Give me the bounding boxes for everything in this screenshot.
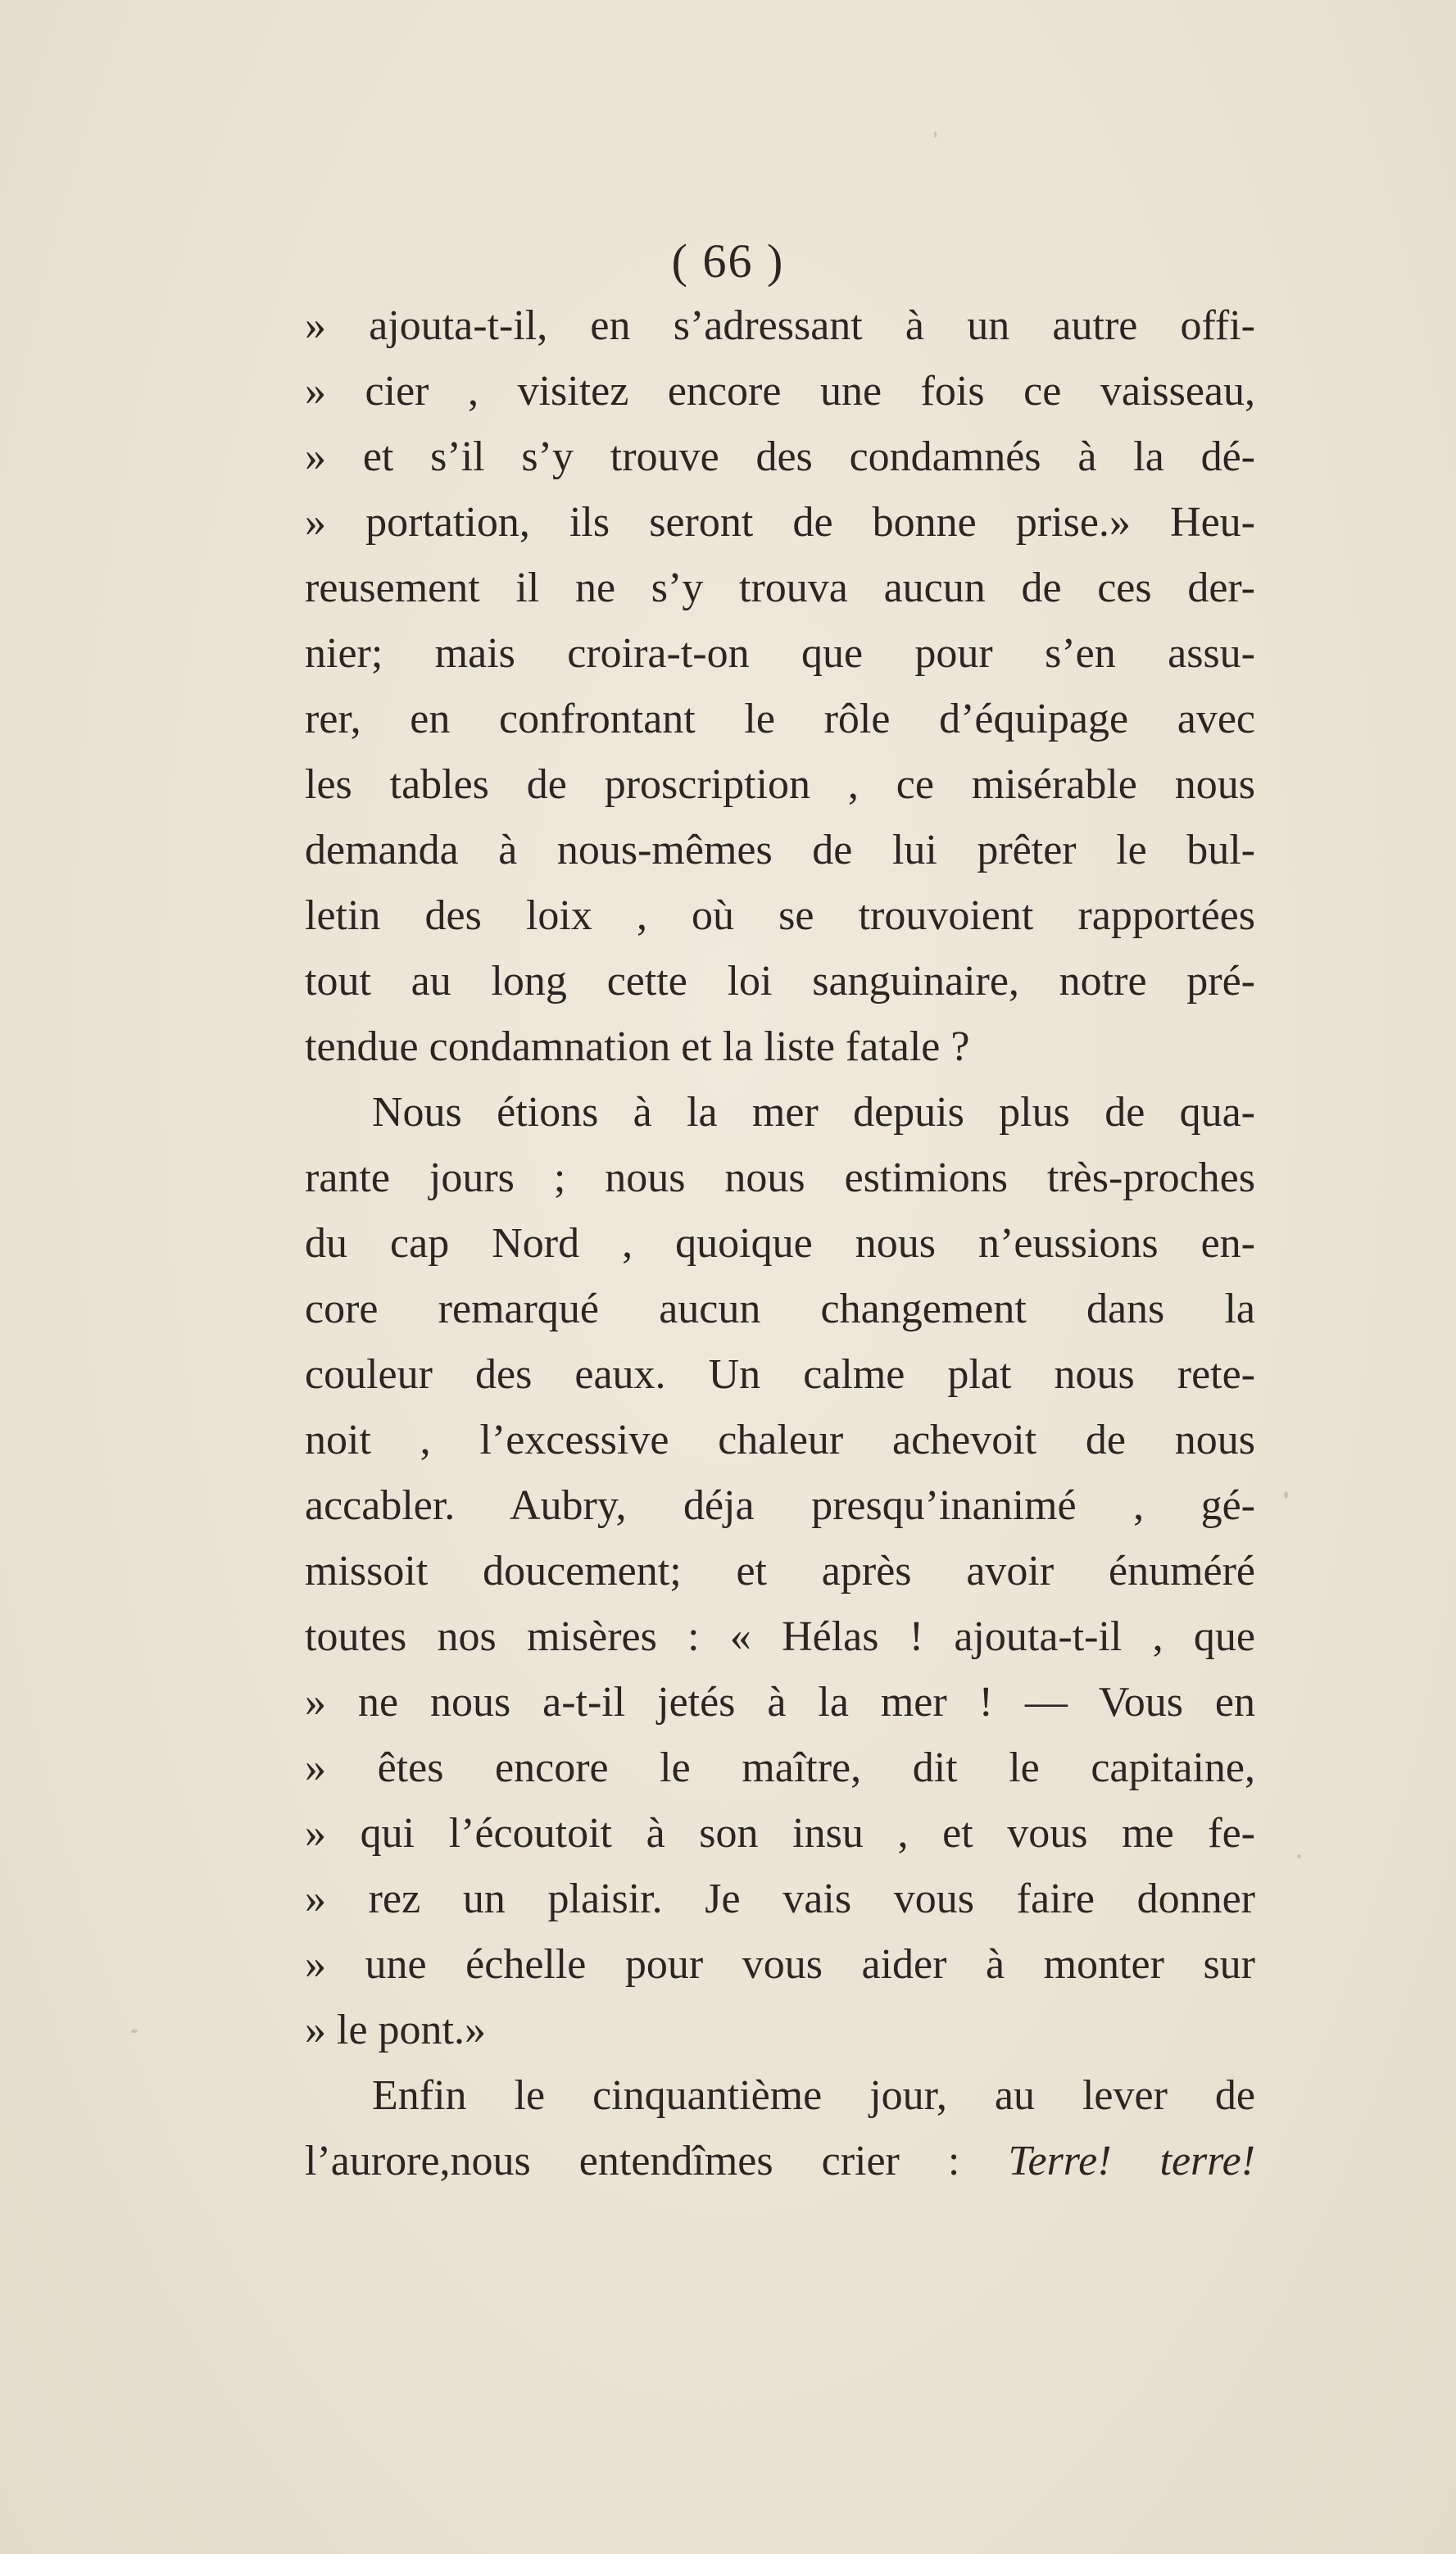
text-line: noit , l’excessive chaleur achevoit de nous <box>305 1417 1255 1463</box>
paragraph-start-line: Nous étions à la mer depuis plus de qua- <box>372 1089 1255 1136</box>
text-line: » qui l’écoutoit à son insu , et vous me fe- <box>305 1810 1255 1857</box>
text-line: accabler. Aubry, déja presqu’inanimé , gé- <box>305 1482 1255 1529</box>
text-line: » êtes encore le maître, dit le capitaine, <box>305 1744 1255 1791</box>
text-line: rer, en confrontant le rôle d’équipage avec <box>305 696 1255 742</box>
final-line-roman: l’aurore,nous entendîmes crier : <box>305 2138 1009 2184</box>
text-line: core remarqué aucun changement dans la <box>305 1286 1255 1332</box>
text-line: nier; mais croira-t-on que pour s’en assu- <box>305 630 1255 677</box>
text-line: » ne nous a-t-il jetés à la mer ! — Vous en <box>305 1679 1255 1726</box>
text-line: » et s’il s’y trouve des condamnés à la dé- <box>305 433 1255 480</box>
paper-speck <box>1284 1491 1288 1499</box>
paper-speck <box>934 131 937 138</box>
text-line: missoit doucement; et après avoir énuméré <box>305 1548 1255 1595</box>
page-number: ( 66 ) <box>671 234 785 288</box>
text-line: » rez un plaisir. Je vais vous faire donner <box>305 1876 1255 1922</box>
text-line: du cap Nord , quoique nous n’eussions en- <box>305 1220 1255 1267</box>
text-line: couleur des eaux. Un calme plat nous rete- <box>305 1351 1255 1398</box>
text-line: letin des loix , où se trouvoient rapportées <box>305 892 1255 939</box>
paragraph-end-line: » le pont.» <box>305 2007 486 2053</box>
text-line: » portation, ils seront de bonne prise.» Heu- <box>305 499 1255 546</box>
final-line-italic: Terre! terre! <box>1008 2138 1255 2184</box>
text-line: reusement il ne s’y trouva aucun de ces der- <box>305 565 1255 611</box>
text-line: toutes nos misères : « Hélas ! ajouta-t-il , que <box>305 1613 1255 1660</box>
paper-speck <box>131 2030 138 2033</box>
text-line: rante jours ; nous nous estimions très-proches <box>305 1155 1255 1201</box>
text-line: tout au long cette loi sanguinaire, notre pré- <box>305 958 1255 1005</box>
paragraph-end-line: tendue condamnation et la liste fatale ? <box>305 1023 970 1070</box>
text-line: » cier , visitez encore une fois ce vaisseau, <box>305 368 1255 415</box>
text-line: les tables de proscription , ce misérable nous <box>305 761 1255 808</box>
paper-speck <box>1297 1854 1301 1858</box>
text-line: demanda à nous-mêmes de lui prêter le bul- <box>305 827 1255 873</box>
final-line <box>305 2129 1255 2194</box>
body-text <box>305 293 1255 2194</box>
paragraph-start-line: Enfin le cinquantième jour, au lever de <box>372 2072 1255 2119</box>
text-line: » ajouta-t-il, en s’adressant à un autre offi- <box>305 302 1255 349</box>
text-line: » une échelle pour vous aider à monter sur <box>305 1941 1255 1988</box>
